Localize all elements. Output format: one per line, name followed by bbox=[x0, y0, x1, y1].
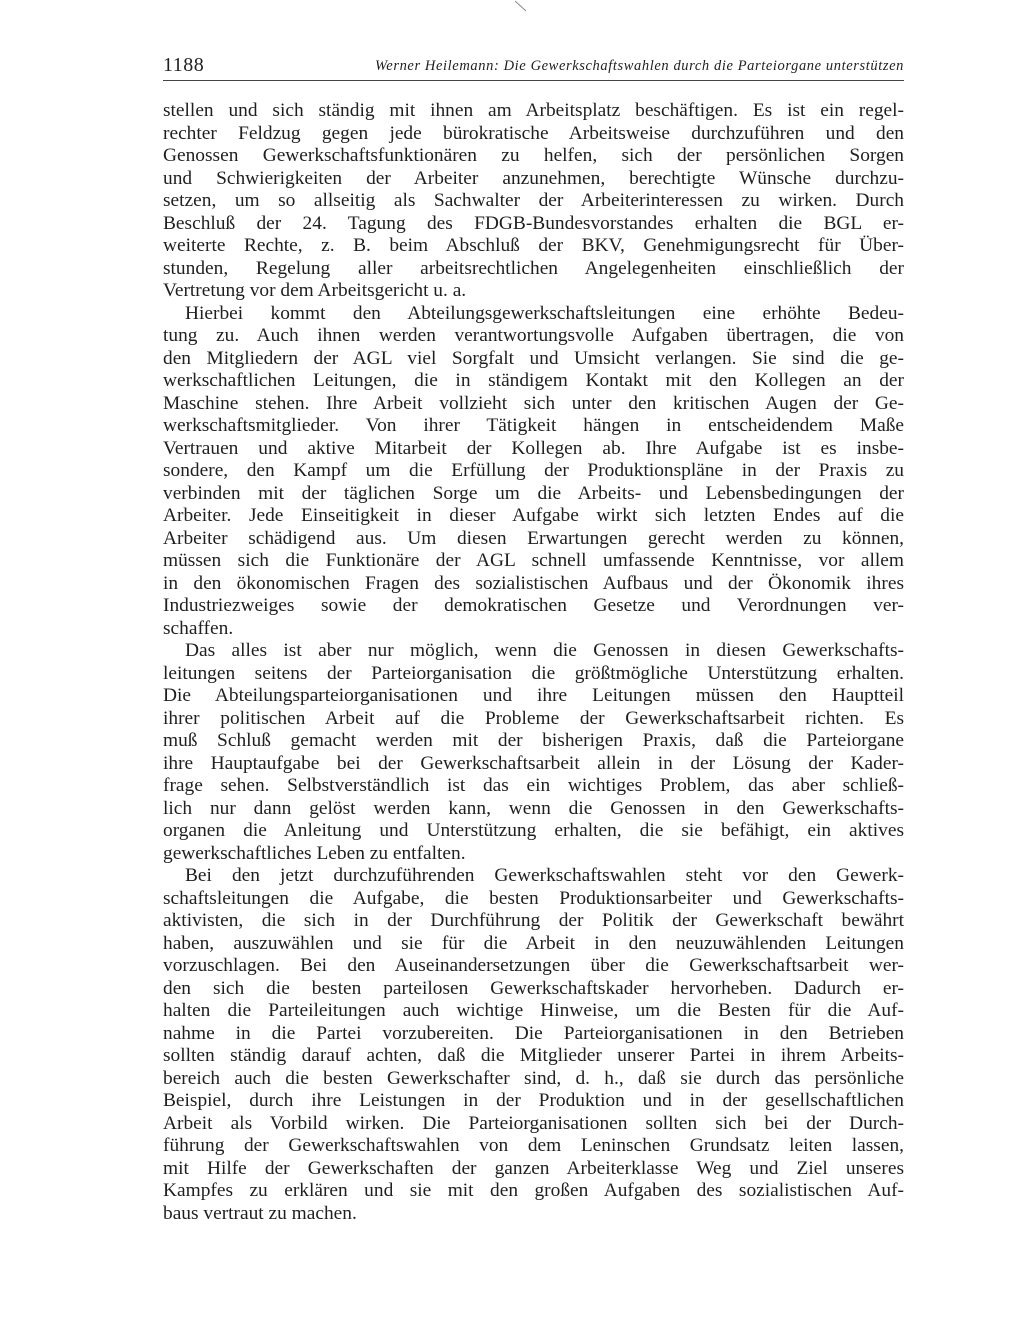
text-line: bereich auch die besten Gewerkschafter sind, d. h., daß sie durch das persönliche bbox=[163, 1067, 904, 1089]
text-line: Arbeit als Vorbild wirken. Die Parteiorganisationen sollten sich bei der Durch- bbox=[163, 1112, 904, 1134]
text-line: rechter Feldzug gegen jede bürokratische Arbeitsweise durchzuführen und den bbox=[163, 122, 904, 144]
text-line: stunden, Regelung aller arbeitsrechtlichen Angelegenheiten einschließlich der bbox=[163, 257, 904, 279]
text-line: weiterte Rechte, z. B. beim Abschluß der BKV, Genehmigungsrecht für Über- bbox=[163, 235, 904, 256]
text-line: Bei den jetzt durchzuführenden Gewerkschaftswahlen steht vor den Gewerk- bbox=[185, 865, 904, 886]
text-line: gewerkschaftliches Leben zu entfalten. bbox=[163, 842, 466, 864]
text-line: Das alles ist aber nur möglich, wenn die Genossen in diesen Gewerkschafts- bbox=[185, 640, 904, 661]
text-line: vorzuschlagen. Bei den Auseinandersetzungen über die Gewerkschaftsarbeit wer- bbox=[163, 955, 904, 976]
text-line: werkschaftsmitglieder. Von ihrer Tätigkeit hängen in entscheidendem Maße bbox=[163, 415, 904, 436]
text-line: in den ökonomischen Fragen des sozialistischen Aufbaus und der Ökonomik ihres bbox=[163, 572, 904, 594]
page-number: 1188 bbox=[163, 54, 205, 76]
text-line: Arbeiter. Jede Einseitigkeit in dieser Aufgabe wirkt sich letzten Endes auf die bbox=[163, 505, 904, 526]
text-line: führung der Gewerkschaftswahlen von dem Leninschen Grundsatz leiten lassen, bbox=[163, 1135, 904, 1156]
paragraph bbox=[163, 865, 904, 1225]
text-line: leitungen seitens der Parteiorganisation die größtmögliche Unterstützung erhalten. bbox=[163, 662, 904, 684]
text-line: Vertretung vor dem Arbeitsgericht u. a. bbox=[163, 280, 467, 301]
text-line: schaffen. bbox=[163, 617, 234, 639]
text-line: sondere, den Kampf um die Erfüllung der Produktionspläne in der Praxis zu bbox=[163, 460, 904, 481]
text-line: den sich die besten parteilosen Gewerkschaftskader hervorheben. Dadurch er- bbox=[163, 977, 904, 999]
text-line: und Schwierigkeiten der Arbeiter anzunehmen, berechtigte Wünsche durchzu- bbox=[163, 167, 904, 189]
text-line: haben, auszuwählen und sie für die Arbeit in den neuzuwählenden Leitungen bbox=[163, 932, 904, 954]
paragraph bbox=[163, 640, 904, 865]
page-header bbox=[163, 54, 904, 81]
text-line: Hierbei kommt den Abteilungsgewerkschaftsleitungen eine erhöhte Bedeu- bbox=[185, 302, 904, 324]
text-line: lich nur dann gelöst werden kann, wenn die Genossen in den Gewerkschafts- bbox=[163, 797, 904, 819]
text-line: Beispiel, durch ihre Leistungen in der Produktion und in der gesellschaftlichen bbox=[163, 1090, 904, 1111]
text-line: schaftsleitungen die Aufgabe, die besten Produktionsarbeiter und Gewerkschafts- bbox=[163, 887, 904, 909]
text-line: frage sehen. Selbstverständlich ist das ein wichtiges Problem, das aber schließ- bbox=[163, 775, 904, 796]
text-line: den Mitgliedern der AGL viel Sorgfalt und Umsicht verlangen. Sie sind die ge- bbox=[163, 347, 904, 369]
text-line: Vertrauen und aktive Mitarbeit der Kollegen ab. Ihre Aufgabe ist es insbe- bbox=[163, 437, 904, 459]
text-line: muß Schluß gemacht werden mit der bisherigen Praxis, daß die Parteiorgane bbox=[163, 730, 904, 751]
text-line: verbinden mit der täglichen Sorge um die Arbeits- und Lebensbedingungen der bbox=[163, 482, 904, 504]
text-line: baus vertraut zu machen. bbox=[163, 1202, 357, 1224]
text-line: sollten ständig darauf achten, daß die Mitglieder unserer Partei in ihrem Arbeits- bbox=[163, 1045, 904, 1066]
text-line: aktivisten, die sich in der Durchführung der Politik der Gewerkschaft bewährt bbox=[163, 910, 904, 931]
text-line: Die Abteilungsparteiorganisationen und ihre Leitungen müssen den Hauptteil bbox=[163, 685, 904, 706]
text-line: organen die Anleitung und Unterstützung erhalten, die sie befähigt, ein aktives bbox=[163, 820, 904, 841]
text-line: stellen und sich ständig mit ihnen am Arbeitsplatz beschäftigen. Es ist ein regel- bbox=[163, 100, 904, 121]
scan-mark bbox=[514, 0, 528, 12]
text-line: mit Hilfe der Gewerkschaften der ganzen Arbeiterklasse Weg und Ziel unseres bbox=[163, 1157, 904, 1179]
text-line: müssen sich die Funktionäre der AGL schnell umfassende Kenntnisse, vor allem bbox=[163, 550, 904, 571]
running-title: Werner Heilemann: Die Gewerkschaftswahlen durch die Parteiorgane unterstützen bbox=[374, 58, 904, 74]
text-line: setzen, um so allseitig als Sachwalter der Arbeiterinteressen zu wirken. Durch bbox=[163, 190, 904, 211]
text-line: halten die Parteileitungen auch wichtige Hinweise, um die Besten für die Auf- bbox=[163, 1000, 904, 1021]
text-line: Genossen Gewerkschaftsfunktionären zu helfen, sich der persönlichen Sorgen bbox=[163, 145, 904, 166]
text-line: ihre Hauptaufgabe bei der Gewerkschaftsarbeit allein in der Lösung der Kader- bbox=[163, 752, 904, 774]
text-line: werkschaftlichen Leitungen, die in ständigem Kontakt mit den Kollegen an der bbox=[163, 370, 904, 391]
text-line: Beschluß der 24. Tagung des FDGB-Bundesvorstandes erhalten die BGL er- bbox=[163, 212, 904, 234]
text-line: ihrer politischen Arbeit auf die Probleme der Gewerkschaftsarbeit richten. Es bbox=[163, 707, 904, 729]
text-line: tung zu. Auch ihnen werden verantwortungsvolle Aufgaben übertragen, die von bbox=[163, 325, 904, 346]
text-line: Kampfes zu erklären und sie mit den großen Aufgaben des sozialistischen Auf- bbox=[163, 1180, 904, 1201]
text-line: Arbeiter schädigend aus. Um diesen Erwartungen gerecht werden zu können, bbox=[163, 527, 904, 549]
text-line: nahme in die Partei vorzubereiten. Die Parteiorganisationen in den Betrieben bbox=[163, 1022, 904, 1044]
text-line: Maschine stehen. Ihre Arbeit vollzieht sich unter den kritischen Augen der Ge- bbox=[163, 392, 904, 414]
paragraph bbox=[163, 100, 904, 303]
text-line: Industriezweiges sowie der demokratischen Gesetze und Verordnungen ver- bbox=[163, 595, 904, 616]
paragraph bbox=[163, 303, 904, 641]
body-text bbox=[163, 100, 904, 1225]
